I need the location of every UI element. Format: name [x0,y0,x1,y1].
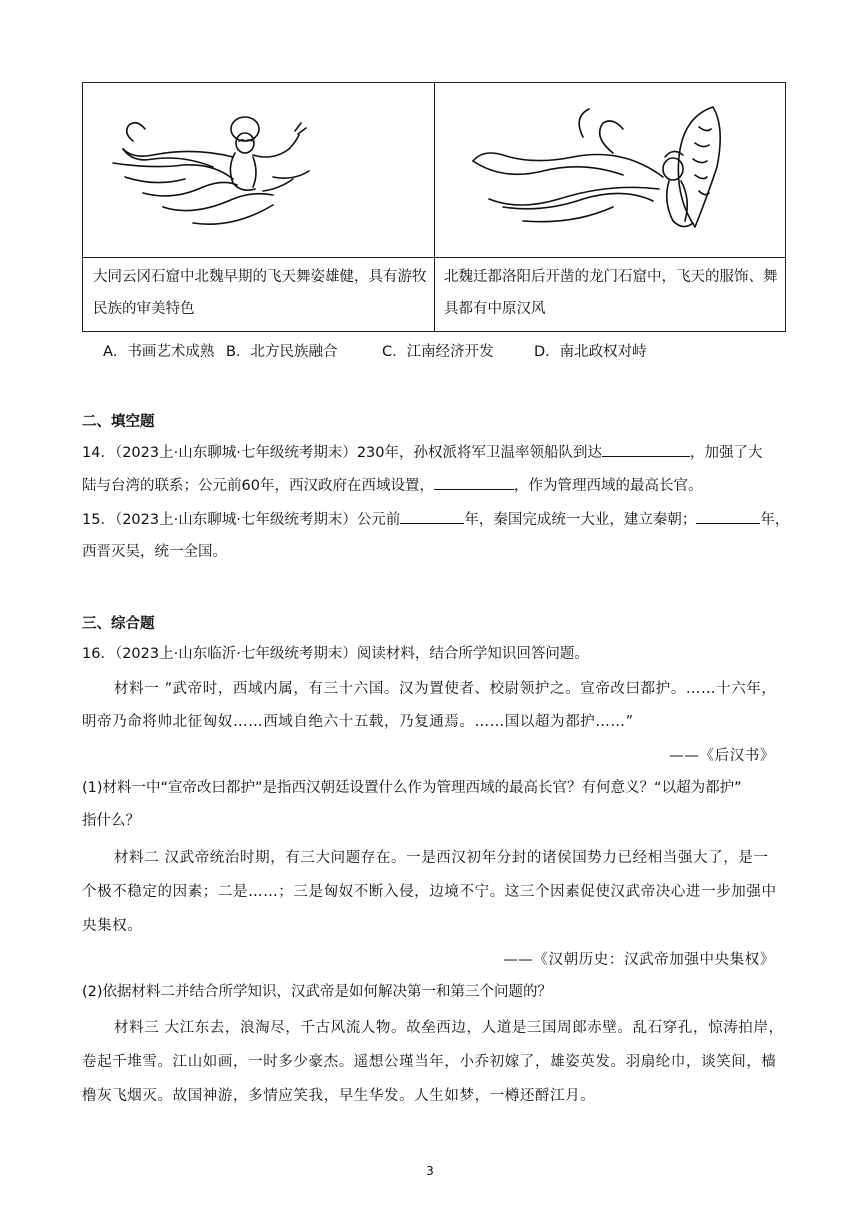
table-divider-vertical [434,83,435,331]
option-a: A．书画艺术成熟 [103,344,215,360]
question-16-intro: 16．（2023上·山东临沂·七年级统考期末）阅读材料，结合所学知识回答问题。 [82,646,589,662]
material-2-line-2: 个极不稳定的因素；二是……；三是匈奴不断入侵，边境不宁。这三个因素促使汉武帝决心进一步加强中 [82,884,777,900]
q14-text-4: ，作为管理西域的最高长官。 [513,478,703,494]
option-c: C．江南经济开发 [382,344,494,360]
option-d: D．南北政权对峙 [534,344,647,360]
question-14-line-1 [82,442,763,463]
material-1-line-2: 明帝乃命将帅北征匈奴……西域自绝六十五载，乃复通焉。……国以超为都护……” [82,714,634,730]
material-2-line-1: 材料二 汉武帝统治时期，有三大问题存在。一是西汉初年分封的诸侯国势力已经相当强大了，是一 [114,850,769,866]
material-3-line-1: 材料三 大江东去，浪淘尽，千古风流人物。故垒西边，人道是三国周郎赤壁。乱石穿孔，惊涛拍岸， [114,1020,784,1036]
q14-text-3: 陆与台湾的联系；公元前60年，西汉政府在西域设置， [82,478,434,494]
material-3-line-3: 橹灰飞烟灭。故国神游，多情应笑我，早生华发。人生如梦，一樽还酹江月。 [82,1088,596,1104]
question-16-1-line-2: 指什么？ [82,813,140,829]
section-title-comprehensive: 三、综合题 [82,616,155,632]
left-caption: 大同云冈石窟中北魏早期的飞天舞姿雄健，具有游牧民族的审美特色 [93,269,427,317]
question-15-line-2: 西晋灭吴，统一全国。 [82,544,227,560]
question-16-2: (2)依据材料二并结合所学知识，汉武帝是如何解决第一和第三个问题的？ [82,984,553,1000]
question-16-1-line-1: (1)材料一中“宣帝改曰都护”是指西汉朝廷设置什么作为管理西域的最高长官？有何意义？“以超为都护” [82,780,742,796]
material-2-line-3: 央集权。 [82,918,143,934]
option-b: B．北方民族融合 [226,344,338,360]
answer-blank [602,442,690,457]
question-15-line-1 [82,509,789,530]
section-title-fill-blank: 二、填空题 [82,414,155,430]
answer-blank [696,509,760,524]
yungang-apsara-illustration [103,107,333,237]
longmen-apsara-illustration [463,97,763,247]
q14-text-1: 14．（2023上·山东聊城·七年级统考期末）230年，孙权派将军卫温率领船队到达 [82,445,602,461]
table-divider-horizontal [83,257,785,258]
q15-text-2: 年，秦国完成统一大业，建立秦朝； [464,512,697,528]
question-14-line-2 [82,475,702,496]
answer-blank [400,509,464,524]
q15-text-3: 年， [760,512,790,528]
q14-text-2: ，加强了大 [690,445,763,461]
material-1-line-1: 材料一 “武帝时，西域内属，有三十六国。汉为置使者、校尉领护之。宣帝改曰都护。……十六年， [114,681,777,697]
right-caption: 北魏迁都洛阳后开凿的龙门石窟中，飞天的服饰、舞具都有中原汉风 [444,269,778,317]
material-2-source: ——《汉朝历史：汉武帝加强中央集权》 [503,952,775,968]
answer-blank [434,475,514,490]
material-1-source: ——《后汉书》 [669,748,775,764]
q15-text-1: 15．（2023上·山东聊城·七年级统考期末）公元前 [82,512,401,528]
material-3-line-2: 卷起千堆雪。江山如画，一时多少豪杰。遥想公瑾当年，小乔初嫁了，雄姿英发。羽扇纶巾，谈笑间，樯 [82,1054,777,1070]
figure-table [82,82,786,332]
page-number: 3 [426,1164,434,1178]
